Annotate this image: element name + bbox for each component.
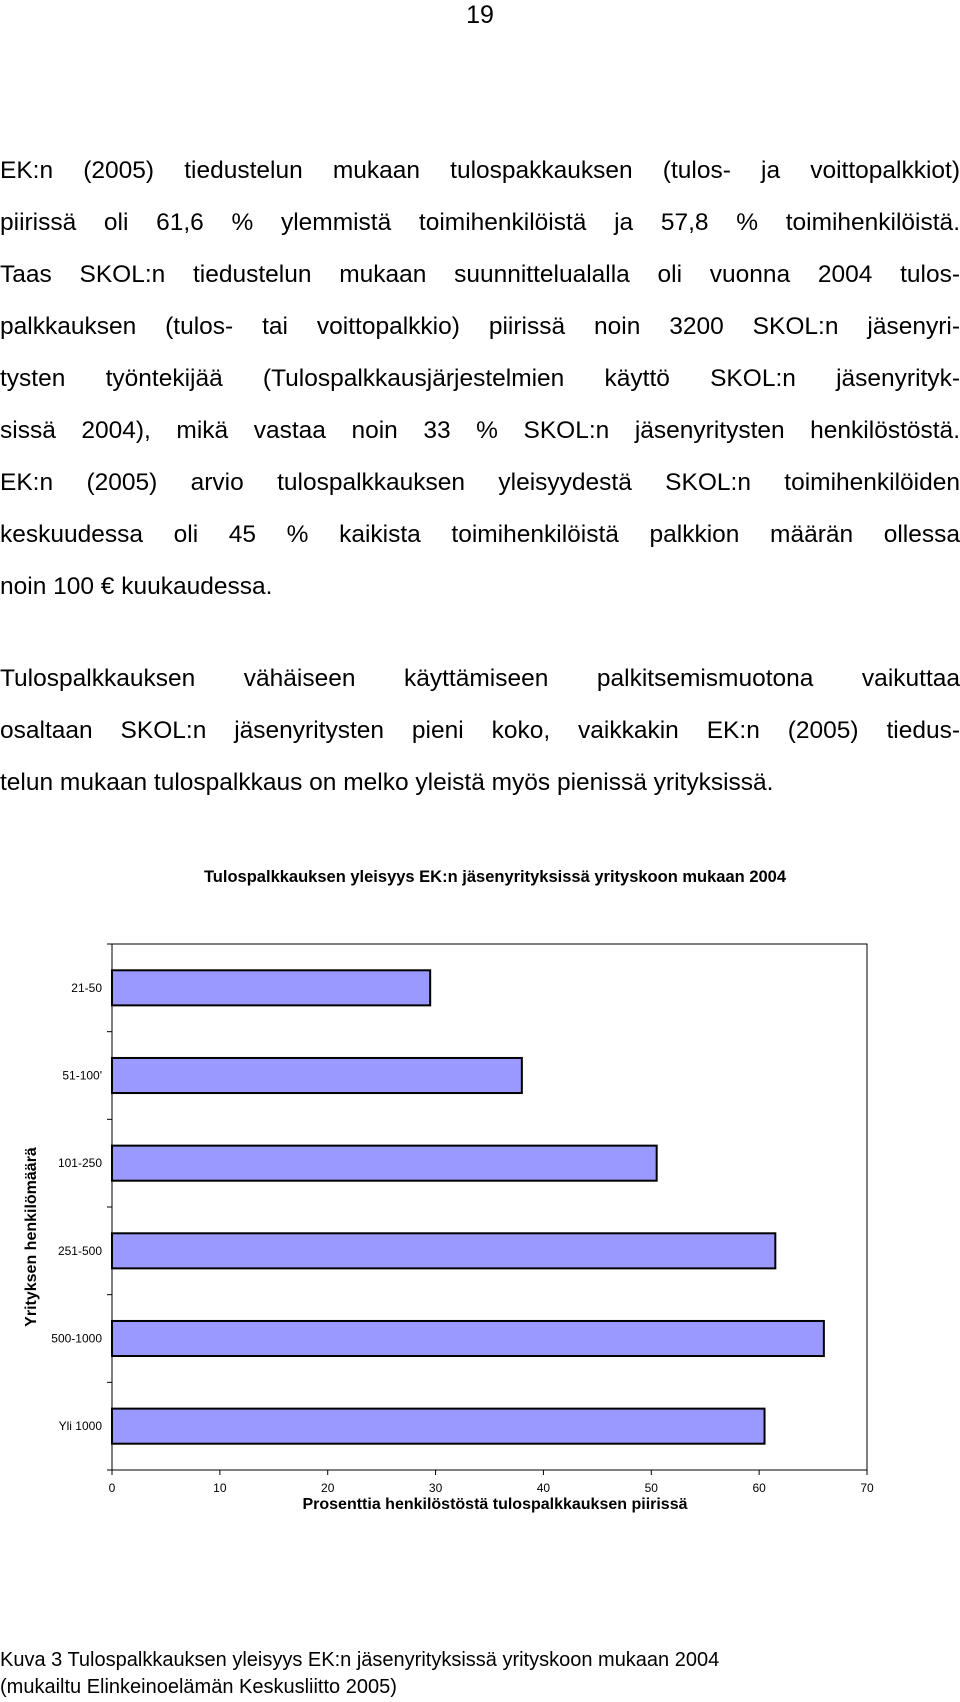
x-tick-label: 10 xyxy=(213,1481,227,1495)
chart-title: Tulospalkkauksen yleisyys EK:n jäsenyrityksissä yrityskoon mukaan 2004 xyxy=(203,868,787,886)
category-label: 251-500 xyxy=(57,1243,102,1258)
text-line: noin 100 € kuukaudessa. xyxy=(0,573,273,600)
text-line: sissä 2004), mikä vastaa noin 33 % SKOL:n jäsenyritysten henkilöstöstä. xyxy=(0,417,960,444)
paragraph-1 xyxy=(0,145,960,613)
text-line: telun mukaan tulospalkkaus on melko yleistä myös pienissä yrityksissä. xyxy=(0,769,774,796)
figure-caption xyxy=(0,1647,719,1701)
x-tick-label: 20 xyxy=(321,1481,335,1495)
x-tick-label: 60 xyxy=(752,1481,766,1495)
bar xyxy=(112,1233,775,1268)
bar xyxy=(112,1058,522,1093)
bar xyxy=(112,1146,657,1181)
text-line: EK:n (2005) tiedustelun mukaan tulospakkauksen (tulos- ja voittopalkkiot) xyxy=(0,157,960,184)
x-tick-label: 50 xyxy=(644,1481,658,1495)
y-axis-label: Yrityksen henkilömäärä xyxy=(23,1147,40,1327)
x-tick-label: 0 xyxy=(108,1481,116,1495)
bar-chart xyxy=(0,900,960,1540)
text-line: keskuudessa oli 45 % kaikista toimihenkilöistä palkkion määrän ollessa xyxy=(0,521,960,548)
body-text xyxy=(0,145,960,809)
bar xyxy=(112,970,430,1005)
category-label: Yli 1000 xyxy=(58,1419,102,1434)
paragraph-2 xyxy=(0,653,960,809)
x-axis-label: Prosenttia henkilöstöstä tulospalkkauksen piirissä xyxy=(302,1496,688,1513)
plot-area xyxy=(112,944,867,1470)
category-label: 500-1000 xyxy=(51,1331,102,1346)
text-line: Taas SKOL:n tiedustelun mukaan suunnittelualalla oli vuonna 2004 tulos- xyxy=(0,261,960,288)
caption-line-1: Kuva 3 Tulospalkkauksen yleisyys EK:n jäsenyrityksissä yrityskoon mukaan 2004 xyxy=(0,1649,720,1671)
text-line: osaltaan SKOL:n jäsenyritysten pieni koko, vaikkakin EK:n (2005) tiedus- xyxy=(0,717,960,744)
x-tick-label: 30 xyxy=(428,1481,443,1495)
x-tick-label: 40 xyxy=(536,1481,551,1495)
x-tick-label: 70 xyxy=(860,1481,874,1495)
category-label: 101-250 xyxy=(57,1156,102,1171)
page-number: 19 xyxy=(466,1,494,29)
category-label: 51-100' xyxy=(62,1068,102,1083)
text-line: tysten työntekijää (Tulospalkkausjärjestelmien käyttö SKOL:n jäsenyrityk- xyxy=(0,365,960,392)
bar xyxy=(112,1409,765,1444)
text-line: Tulospalkkauksen vähäiseen käyttämiseen palkitsemismuotona vaikuttaa xyxy=(0,665,960,692)
bar xyxy=(112,1321,824,1356)
category-label: 21-50 xyxy=(71,980,102,995)
text-line: piirissä oli 61,6 % ylemmistä toimihenkilöistä ja 57,8 % toimihenkilöistä. xyxy=(0,209,960,236)
text-line: palkkauksen (tulos- tai voittopalkkio) piirissä noin 3200 SKOL:n jäsenyri- xyxy=(0,313,960,340)
text-line: EK:n (2005) arvio tulospalkkauksen yleisyydestä SKOL:n toimihenkilöiden xyxy=(0,469,960,496)
caption-line-2: (mukailtu Elinkeinoelämän Keskusliitto 2005) xyxy=(0,1676,397,1698)
